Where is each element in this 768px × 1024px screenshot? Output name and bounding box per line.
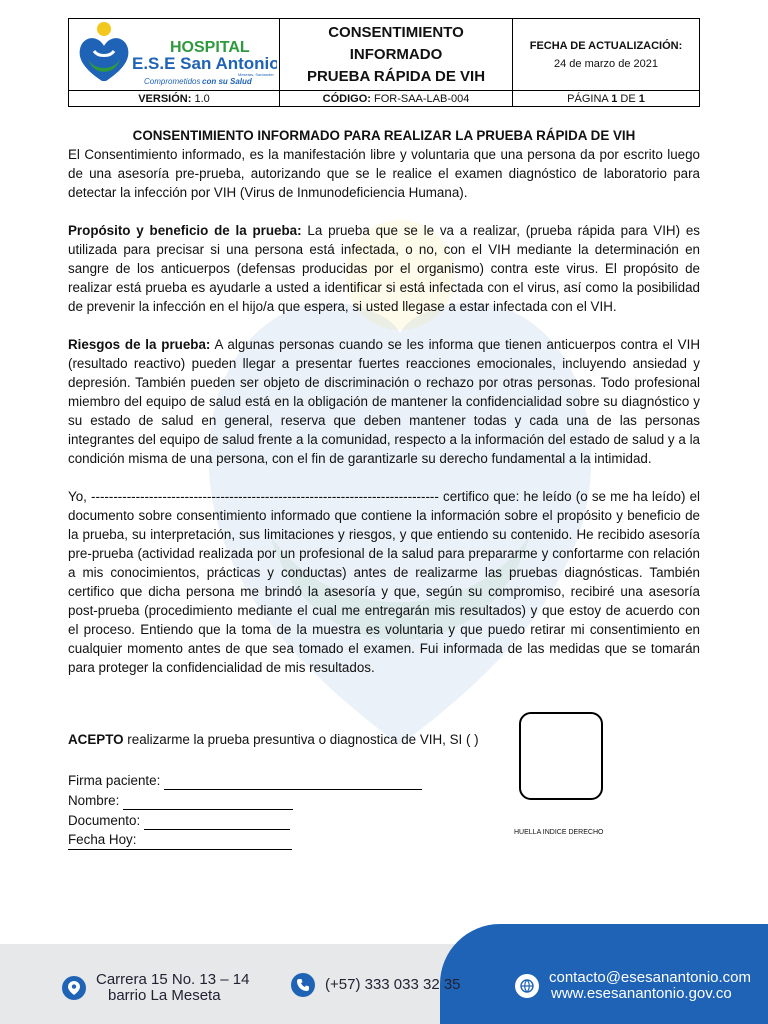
logo-name: HOSPITAL xyxy=(169,39,250,56)
risks-paragraph xyxy=(68,335,700,468)
document-line[interactable] xyxy=(144,810,290,830)
date-row xyxy=(68,830,292,850)
email-text[interactable]: contacto@esesanantonio.com xyxy=(549,969,752,986)
accept-bold: ACEPTO xyxy=(68,732,124,747)
signature-fields xyxy=(68,770,422,850)
hospital-logo xyxy=(72,19,277,87)
document-body xyxy=(68,124,700,677)
footer-phone xyxy=(291,973,461,997)
document-label: Documento: xyxy=(68,813,141,828)
page-label: PÁGINA xyxy=(567,92,609,105)
title-line-1: CONSENTIMIENTO INFORMADO xyxy=(328,23,464,63)
phone-icon xyxy=(291,973,315,997)
thumbprint-label: HUELLA INDICE DERECHO xyxy=(514,829,604,836)
logo-tagline-bold: con su Salud xyxy=(201,77,252,86)
signature-row xyxy=(68,770,422,790)
code-cell xyxy=(280,91,513,107)
header-title-cell xyxy=(280,19,513,91)
phone-text[interactable]: (+57) 333 033 32 35 xyxy=(325,976,461,993)
thumbprint-box[interactable] xyxy=(519,712,603,800)
version-value: 1.0 xyxy=(194,92,210,105)
logo-subname: E.S.E San Antonio xyxy=(131,54,277,73)
logo-cell xyxy=(69,19,280,91)
page-current: 1 xyxy=(611,92,618,105)
risks-text: A algunas personas cuando se les informa que tienen anticuerpos contra el VIH (resultado reactivo) pueden llegar a presentar fuertes reacciones emocionales, incluyendo ansiedad y depresión. También pueden ser objeto de discriminación o rechazo por otras personas. Todo profesional miembro del equipo de salud está en la obligación de mantener la confidencialidad sobre su diagnóstico y su estado de salud en general, reserva que deben mantener todas y cada una de las personas integrantes del equipo de salud frente a la comunidad, respecto a la información del estado de salud y a la condición misma de una persona, con el fin de garantizarle su derecho fundamental a la intimidad. xyxy=(68,337,701,466)
date-label: FECHA DE ACTUALIZACIÓN: xyxy=(529,39,683,52)
footer-address xyxy=(62,972,249,1004)
accept-text: realizarme la prueba presuntiva o diagnostica de VIH, SI ( ) xyxy=(127,732,479,747)
document-row xyxy=(68,810,422,830)
date-value: 24 de marzo de 2021 xyxy=(554,57,658,70)
code-label: CÓDIGO: xyxy=(322,92,371,105)
date-today-label: Fecha Hoy: xyxy=(68,832,137,847)
signature-line[interactable] xyxy=(164,770,422,790)
logo-tagline-italic: Comprometidos xyxy=(143,77,200,86)
page-of: DE xyxy=(620,92,636,105)
globe-icon xyxy=(515,974,539,998)
web-contact-text xyxy=(549,970,751,1002)
risks-heading: Riesgos de la prueba: xyxy=(68,337,211,352)
logo-location: Mesetas, Santander xyxy=(237,72,274,77)
address-line-1: Carrera 15 No. 13 – 14 xyxy=(96,971,250,988)
code-value: FOR-SAA-LAB-004 xyxy=(373,92,470,105)
certify-paragraph: Yo, ------------------------------------------------------------------------------ certifico que: he leído (o se me ha leído) el documento sobre consentimiento informado que contiene la información sobre el propósito y beneficio de la prueba, su interpretación, sus limitaciones y riesgos, y que entiendo su contenido. He recibido asesoría pre-prueba (actividad realizada por un profesional de la salud para prepararme y confortarme con relación a mis conocimientos, prácticas y conductas) antes de realizarme las pruebas diagnósticas. También certifico que dicha persona me brindó la asesoría y que, según su compromiso, recibiré una asesoría post-prueba (procedimiento mediante el cual me entregarán mis resultados) y que estoy de acuerdo con el proceso. Entiendo que la toma de la muestra es voluntaria y que puedo retirar mi consentimiento en cualquier momento antes de que sea tomado el examen. Fui informada de las medidas que se tomarán para proteger la confidencialidad de mis resultados. xyxy=(68,489,700,675)
title-line-2: PRUEBA RÁPIDA DE VIH xyxy=(306,67,486,85)
intro-paragraph: El Consentimiento informado, es la manifestación libre y voluntaria que una persona da por escrito luego de una asesoría pre-prueba, autorizando que se le realice el examen diagnóstico de laboratorio para detectar la infección por VIH (Virus de Inmunodeficiencia Humana). xyxy=(68,147,700,200)
footer-web-contact xyxy=(515,970,751,1002)
address-text xyxy=(96,972,249,1004)
accept-line xyxy=(68,732,479,747)
document-header xyxy=(68,18,700,107)
purpose-paragraph xyxy=(68,221,700,316)
page-cell xyxy=(513,91,700,107)
name-line[interactable] xyxy=(123,790,293,810)
version-cell xyxy=(69,91,280,107)
signature-label: Firma paciente: xyxy=(68,773,161,788)
page-total: 1 xyxy=(638,92,645,105)
name-label: Nombre: xyxy=(68,793,120,808)
location-pin-icon xyxy=(62,976,86,1000)
version-label: VERSIÓN: xyxy=(138,92,192,105)
purpose-heading: Propósito y beneficio de la prueba: xyxy=(68,223,302,238)
purpose-text: La prueba que se le va a realizar, (prueba rápida para VIH) es utilizada para precisar si una persona está infectada, o no, con el VIH mediante la determinación en sangre de los anticuerpos (defensas producidas por el organismo) contra este virus. El propósito de realizar está prueba es ayudarle a usted a identificar si está infectada con el virus, así como la posibilidad de prevenir la infección en el hijo/a que espera, si usted llegase a estar infectada con el VIH. xyxy=(68,223,700,314)
document-title: CONSENTIMIENTO INFORMADO PARA REALIZAR LA PRUEBA RÁPIDA DE VIH xyxy=(132,128,636,143)
website-text[interactable]: www.esesanantonio.gov.co xyxy=(551,985,732,1002)
header-date-cell xyxy=(513,19,700,91)
address-line-2: barrio La Meseta xyxy=(108,987,221,1004)
name-row xyxy=(68,790,422,810)
